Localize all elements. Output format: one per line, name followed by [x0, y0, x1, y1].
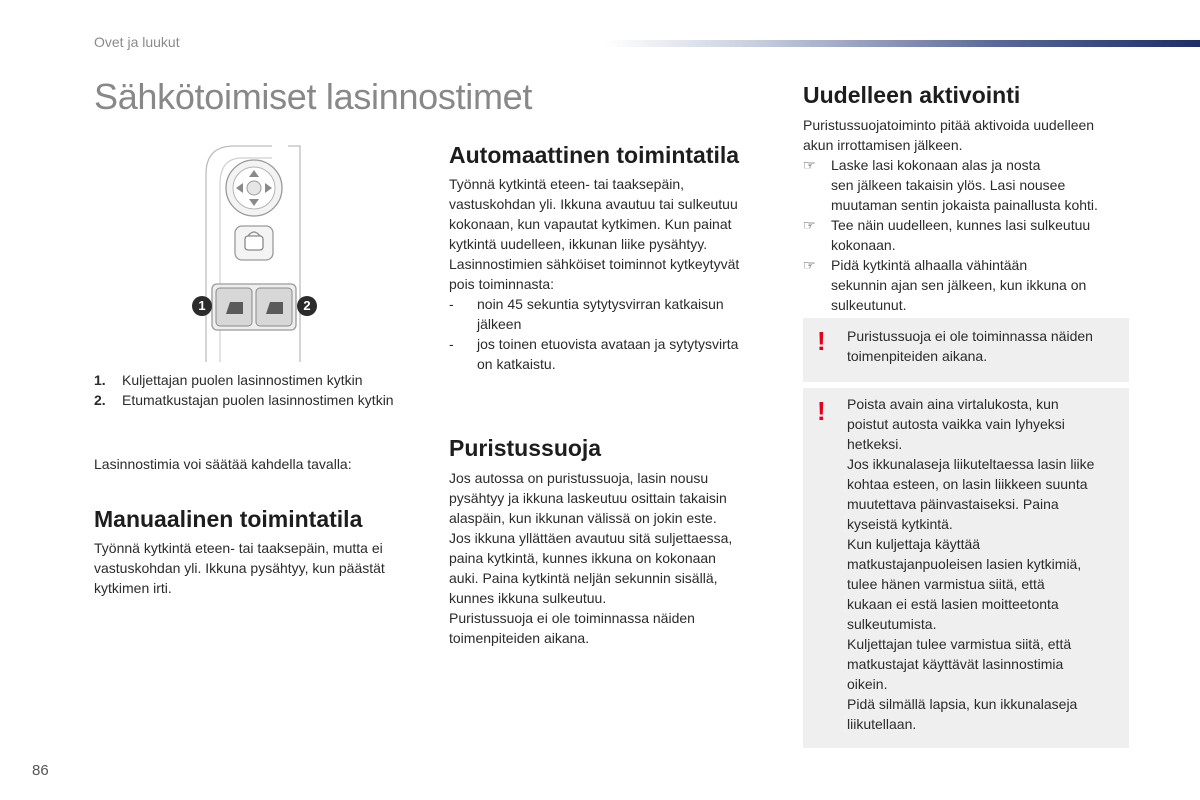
warning-icon: ! [817, 326, 826, 356]
pinch-protection-text: Jos autossa on puristussuoja, lasin nousu pysähtyy ja ikkuna laskeutuu osittain takaisin alaspäin, kun ikkunan välissä on jokin este. Jos ikkuna yllättäen avautuu sitä suljettaessa, paina kytkintä, kunnes ikkuna on kokonaan auki. Paina kytkintä neljän sekunnin sisällä, kunnes ikkuna sulkeutuu. Puristussuoja ei ole toiminnassa näiden toimenpiteiden aikana. [449, 470, 733, 646]
section-label: Ovet ja luukut [94, 34, 180, 50]
caption-item: 2. Etumatkustajan puolen lasinnostimen kytkin [94, 392, 394, 408]
list-item: ☞ Laske lasi kokonaan alas ja nosta sen jälkeen takaisin ylös. Lasi nousee muutaman sentin jokaista painallusta kohti. [803, 157, 1098, 213]
heading-manual-mode: Manuaalinen toimintatila [94, 506, 363, 532]
intro-text: Lasinnostimia voi säätää kahdella tavalla: [94, 456, 352, 472]
hand-pointer-icon: ☞ [803, 217, 816, 233]
callout-1: 1 [192, 296, 212, 316]
heading-pinch-protection: Puristussuoja [449, 435, 602, 461]
list-item: - noin 45 sekuntia sytytysvirran katkaisun jälkeen [449, 296, 724, 332]
heading-automatic-mode: Automaattinen toimintatila [449, 142, 740, 168]
hand-pointer-icon: ☞ [803, 157, 816, 173]
warning-text: Puristussuoja ei ole toiminnassa näiden toimenpiteiden aikana. [847, 328, 1093, 364]
caption-item: 1. Kuljettajan puolen lasinnostimen kytkin [94, 372, 363, 388]
automatic-mode-text: Työnnä kytkintä eteen- tai taaksepäin, vastuskohdan yli. Ikkuna avautuu tai sulkeutuu kokonaan, kun vapautat kytkimen. Kun painat kytkintä uudelleen, ikkunan liike pysähtyy. Lasinnostimien sähköiset toiminnot kytkeytyvät pois toiminnasta: - noin 45 sekuntia sytytysvirran katkaisun jälkeen - jos toinen etuovista avataan ja sytytysvirta on katkaistu. [449, 174, 784, 374]
list-item: ☞ Pidä kytkintä alhaalla vähintään sekunnin ajan sen jälkeen, kun ikkuna on sulkeutunut. [803, 257, 1087, 313]
list-item: - jos toinen etuovista avataan ja sytytysvirta on katkaistu. [449, 336, 739, 372]
warning-text: Poista avain aina virtalukosta, kun poistut autosta vaikka vain lyhyeksi hetkeksi. Jos ikkunalaseja liikuteltaessa lasin liike kohtaa esteen, on lasin liikkeen suunta muutettava päinvastaiseksi. Paina kyseistä kytkintä. Kun kuljettaja käyttää matkustajanpuoleisen lasien kytkimiä, tulee hänen varmistua siitä, että kukaan ei estä lasien moitteetonta sulkeutumista. Kuljettajan tulee varmistua siitä, että matkustajat käyttävät lasinnostimia oikein. Pidä silmällä lapsia, kun ikkunalaseja liikutellaan. [847, 396, 1095, 732]
manual-mode-text: Työnnä kytkintä eteen- tai taaksepäin, mutta ei vastuskohdan yli. Ikkuna pysähtyy, kun päästät kytkimen irti. [94, 540, 385, 596]
switch-panel-drawing [190, 144, 320, 364]
page-title: Sähkötoimiset lasinnostimet [94, 76, 533, 117]
list-item: ☞ Tee näin uudelleen, kunnes lasi sulkeutuu kokonaan. [803, 217, 1091, 253]
callout-2: 2 [297, 296, 317, 316]
hand-pointer-icon: ☞ [803, 257, 816, 273]
page-number: 86 [32, 762, 49, 779]
header-gradient-bar [605, 40, 1200, 47]
figure-captions [94, 370, 434, 410]
reactivation-text: Puristussuojatoiminto pitää aktivoida uudelleen akun irrottamisen jälkeen. ☞ Laske lasi kokonaan alas ja nosta sen jälkeen takaisin ylös. Lasi nousee muutaman sentin jokaista painallusta kohti. ☞ Tee näin uudelleen, kunnes lasi sulkeutuu kokonaan. ☞ Pidä kytkintä alhaalla vähintään sekunnin ajan sen jälkeen, kun ikkuna on sulkeutunut. [803, 115, 1143, 315]
window-switch-illustration [190, 144, 320, 364]
warning-icon: ! [817, 396, 826, 426]
warning-box [803, 318, 1129, 382]
warning-box [803, 388, 1129, 748]
heading-reactivation: Uudelleen aktivointi [803, 82, 1021, 108]
